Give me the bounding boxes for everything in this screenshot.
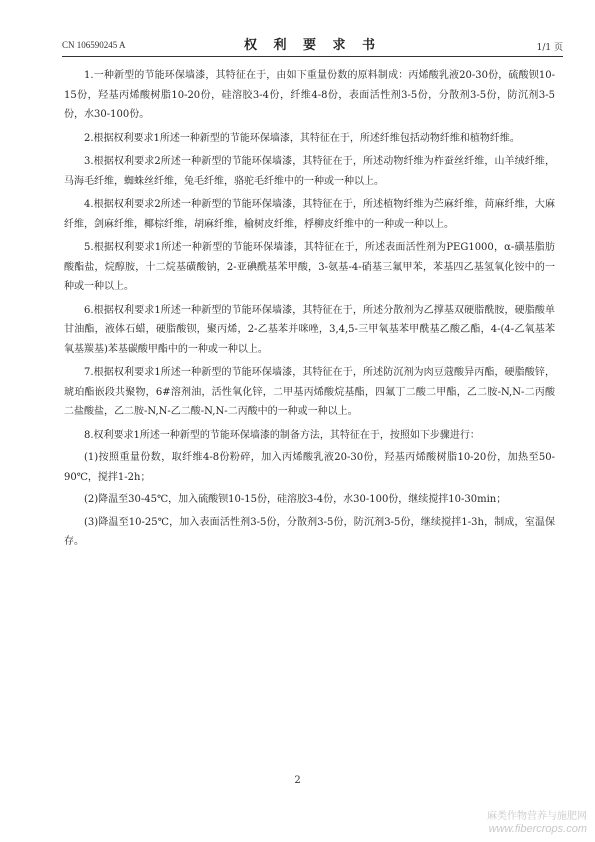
doc-number: CN 106590245 A [62, 40, 126, 50]
watermark-site-name: 麻类作物营养与施肥网 [487, 811, 587, 822]
method-step-3: (3)降温至10-25℃，加入表面活性剂3-5份，分散剂3-5份，防沉剂3-5份，继续搅拌1-3h，制成，室温保存。 [64, 516, 555, 547]
page-header [62, 30, 563, 57]
claim-3: 3.根据权利要求2所述一种新型的节能环保墙漆，其特征在于，所述动物纤维为柞蚕丝纤维，山羊绒纤维，马海毛纤维，蜘蛛丝纤维，兔毛纤维，骆驼毛纤维中的一种或一种以上。 [64, 156, 555, 187]
claim-4: 4.根据权利要求2所述一种新型的节能环保墙漆，其特征在于，所述植物纤维为苎麻纤维，苘麻纤维，大麻纤维，剑麻纤维，椰棕纤维，胡麻纤维，榆树皮纤维，桴柳皮纤维中的一种或一种以上。 [64, 199, 555, 230]
claims-body [64, 66, 555, 555]
method-step-1: (1)按照重量份数，取纤维4-8份粉碎，加入丙烯酸乳液20-30份，羟基丙烯酸树脂10-20份，加热至50-90℃，搅拌1-2h； [64, 452, 555, 483]
claim-1: 1.一种新型的节能环保墙漆，其特征在于，由如下重量份数的原料制成：丙烯酸乳液20-30份，硫酸钡10-15份，羟基丙烯酸树脂10-20份，硅溶胶3-4份，纤维4-8份，表面活性剂3-5份，分散剂3-5份，防沉剂3-5份，水30-100份。 [64, 70, 555, 120]
claim-2: 2.根据权利要求1所述一种新型的节能环保墙漆，其特征在于，所述纤维包括动物纤维和植物纤维。 [84, 132, 520, 144]
page-of-indicator: 1/1 页 [536, 43, 563, 53]
watermark-url: www.fibercrops.com [488, 823, 587, 835]
claim-6: 6.根据权利要求1所述一种新型的节能环保墙漆，其特征在于，所述分散剂为乙撑基双硬脂酰胺，硬脂酸单甘油酯，液体石蜡，硬脂酸钡，聚丙烯，2-乙基苯并咪唑，3,4,5-三甲氧基苯甲酰基乙酸乙酯，4-(4-乙氧基苯氧基羰基)苯基碳酸甲酯中的一种或一种以上。 [64, 304, 555, 355]
claim-5: 5.根据权利要求1所述一种新型的节能环保墙漆，其特征在于，所述表面活性剂为PEG1000，α-磺基脂肪酸酯盐，烷醇胺，十二烷基磺酸钠，2-亚碘酰基苯甲酸，3-氨基-4-硝基三氟甲苯，苯基四乙基氢氧化铵中的一种或一种以上。 [64, 242, 555, 292]
method-step-2: (2)降温至30-45℃，加入硫酸钡10-15份，硅溶胶3-4份，水30-100份，继续搅拌10-30min； [84, 494, 507, 505]
page-title: 权 利 要 求 书 [243, 38, 382, 53]
page-number: 2 [294, 775, 301, 786]
claim-8: 8.权利要求1所述一种新型的节能环保墙漆的制备方法，其特征在于，按照如下步骤进行： [84, 429, 480, 441]
claim-7: 7.根据权利要求1所述一种新型的节能环保墙漆，其特征在于，所述防沉剂为肉豆蔻酸异丙酯，硬脂酸锌，琥珀酯嵌段共聚物，6#溶剂油，活性氧化锌，二甲基丙烯酸烷基酯，四氟丁二酸二甲酯，乙二胺-N,N-二丙酸二盐酸盐，乙二胺-N,N-乙二酸-N,N-二丙酸中的一种或一种以上。 [64, 367, 555, 417]
site-watermark [487, 810, 587, 836]
